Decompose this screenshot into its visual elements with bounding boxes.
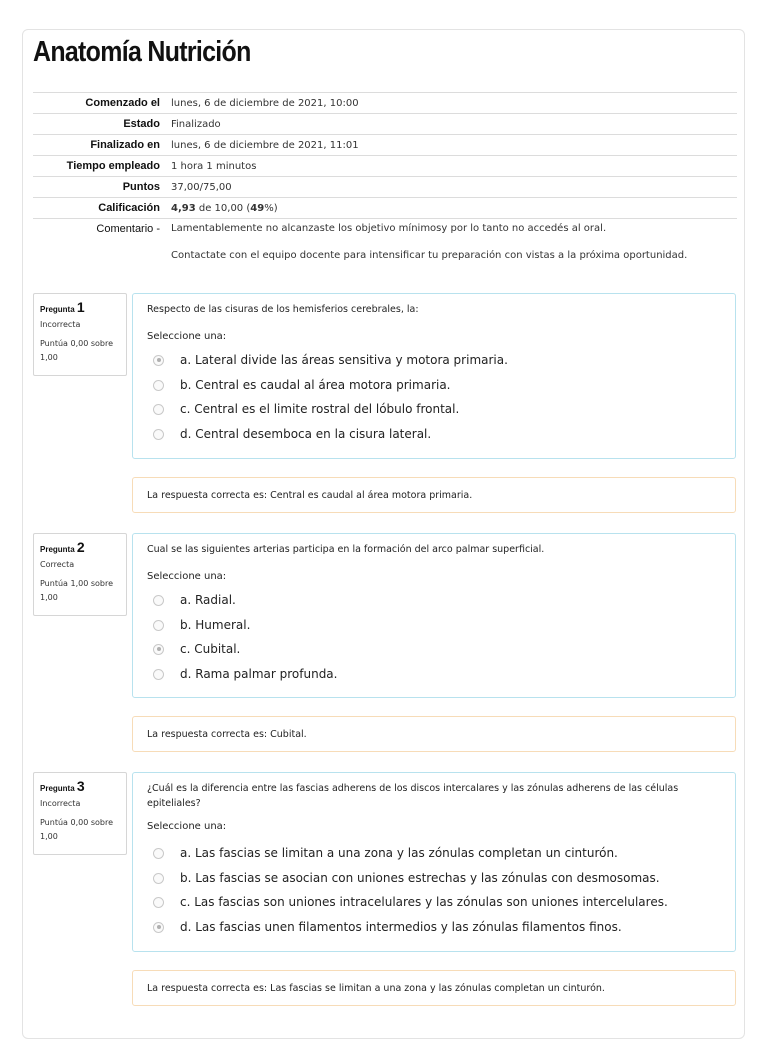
question-label: Pregunta [40,784,75,793]
comment-paragraph: Lamentablemente no alcanzaste los objetivo mínimosy por lo tanto no accedés al oral. [171,223,607,234]
answer-label: c. Las fascias son uniones intracelulares y las zónulas son uniones intercelulares. [180,895,668,909]
question-num: 2 [76,539,85,555]
summary-row-points [33,177,737,198]
answer-prompt: Seleccione una: [147,571,227,582]
question-info [33,293,127,376]
summary-row-finished [33,135,737,156]
answer-option[interactable] [153,378,451,392]
answer-option[interactable] [153,593,236,607]
summary-value: 1 hora 1 minutos [169,156,737,177]
question-text: ¿Cuál es la diferencia entre las fascias adherens de los discos intercalares y las zónulas adherens de las células epiteliales? [147,783,679,809]
radio-button[interactable] [153,848,164,859]
radio-button[interactable] [153,897,164,908]
answer-option[interactable] [153,618,250,632]
summary-value: lunes, 6 de diciembre de 2021, 10:00 [169,93,737,114]
summary-label: Finalizado en [33,135,169,156]
question-state: Incorrecta [40,320,81,329]
summary-row-started [33,93,737,114]
summary-value [169,198,737,219]
question-label: Pregunta [40,545,75,554]
summary-value: lunes, 6 de diciembre de 2021, 11:01 [169,135,737,156]
question-text: Respecto de las cisuras de los hemisferios cerebrales, la: [147,304,419,315]
answer-option[interactable] [153,667,337,681]
question-content [132,533,736,698]
answer-prompt: Seleccione una: [147,821,227,832]
summary-value: 37,00/75,00 [169,177,737,198]
radio-button[interactable] [153,922,164,933]
question-content [132,293,736,459]
summary-row-comment [33,219,737,278]
answer-label: a. Lateral divide las áreas sensitiva y motora primaria. [180,353,508,367]
answer-label: b. Humeral. [180,618,251,632]
summary-value [169,219,737,278]
question-number [40,299,120,315]
quiz-review-page [22,29,745,1039]
question-number [40,778,120,794]
answer-option[interactable] [153,427,431,441]
question-number [40,539,120,555]
radio-button[interactable] [153,669,164,680]
question-num: 1 [76,299,85,315]
grade-score: 4,93 [171,202,196,214]
answer-label: c. Cubital. [180,642,241,656]
answer-prompt: Seleccione una: [147,331,227,342]
answer-label: b. Central es caudal al área motora primaria. [180,378,451,392]
summary-label: Calificación [33,198,169,219]
correct-answer-feedback: La respuesta correcta es: Central es caudal al área motora primaria. [132,477,736,513]
answer-option[interactable] [153,871,660,885]
question-text: Cual se las siguientes arterias participa en la formación del arco palmar superficial. [147,544,545,555]
answer-option[interactable] [153,353,508,367]
answer-label: b. Las fascias se asocian con uniones estrechas y las zónulas con desmosomas. [180,871,660,885]
question-grade: Puntúa 1,00 sobre 1,00 [40,579,114,602]
answer-label: c. Central es el limite rostral del lóbulo frontal. [180,402,460,416]
answer-label: d. Las fascias unen filamentos intermedios y las zónulas filamentos finos. [180,920,622,934]
question-label: Pregunta [40,305,75,314]
question-info [33,772,127,855]
summary-value: Finalizado [169,114,737,135]
radio-button[interactable] [153,380,164,391]
radio-button[interactable] [153,620,164,631]
answer-option[interactable] [153,920,622,934]
answer-label: d. Rama palmar profunda. [180,667,338,681]
radio-button[interactable] [153,429,164,440]
answer-option[interactable] [153,642,240,656]
question-grade: Puntúa 0,00 sobre 1,00 [40,818,114,841]
comment-paragraph: Contactate con el equipo docente para intensificar tu preparación con vistas a la próxima oportunidad. [171,250,688,261]
question-grade: Puntúa 0,00 sobre 1,00 [40,339,114,362]
answer-label: d. Central desemboca en la cisura lateral. [180,427,432,441]
question-num: 3 [76,778,85,794]
radio-button[interactable] [153,595,164,606]
answer-option[interactable] [153,846,618,860]
summary-row-grade [33,198,737,219]
page-title: Anatomía Nutrición [33,36,251,68]
summary-label: Puntos [33,177,169,198]
radio-button[interactable] [153,355,164,366]
radio-button[interactable] [153,873,164,884]
answer-label: a. Radial. [180,593,236,607]
question-state: Correcta [40,560,75,569]
summary-label: Comenzado el [33,93,169,114]
answer-label: a. Las fascias se limitan a una zona y las zónulas completan un cinturón. [180,846,618,860]
correct-answer-feedback: La respuesta correcta es: Cubital. [132,716,736,752]
summary-row-time [33,156,737,177]
summary-row-state [33,114,737,135]
grade-percent: 49 [250,202,265,214]
question-content [132,772,736,952]
summary-label: Comentario - [33,219,169,278]
grade-total: de 10,00 ( [195,202,251,214]
summary-label: Estado [33,114,169,135]
radio-button[interactable] [153,404,164,415]
summary-label: Tiempo empleado [33,156,169,177]
question-info [33,533,127,616]
radio-button[interactable] [153,644,164,655]
answer-option[interactable] [153,895,668,909]
correct-answer-feedback: La respuesta correcta es: Las fascias se limitan a una zona y las zónulas completan un cinturón. [132,970,736,1006]
attempt-summary-table [33,92,737,277]
grade-percent-suffix: %) [264,202,278,214]
answer-option[interactable] [153,402,459,416]
question-state: Incorrecta [40,799,81,808]
